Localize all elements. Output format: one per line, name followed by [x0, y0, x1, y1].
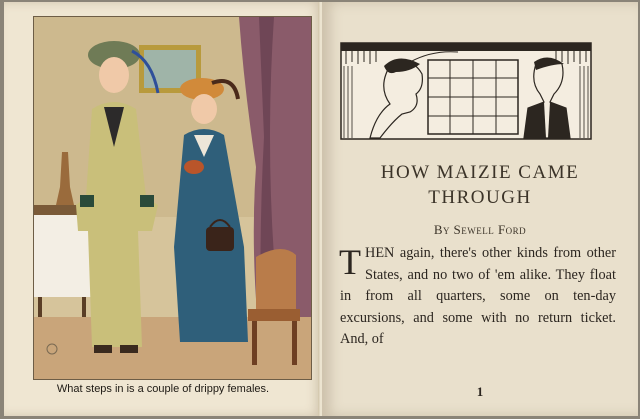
color-illustration: [33, 16, 312, 380]
line-art-headpiece: [340, 42, 592, 140]
byline-author: Sewell Ford: [453, 222, 527, 237]
drop-cap: T: [339, 242, 361, 282]
left-page: [4, 2, 322, 416]
story-title-line1: HOW MAIZIE CAME: [380, 162, 580, 183]
illustration-two-women: [34, 17, 311, 379]
right-page: [322, 2, 638, 416]
body-paragraph: HEN again, there's other kinds from other States, and no two of 'em alike. They float in from all quarters, some on ten-day excursions, and some with no return ticket. And, of: [340, 245, 616, 347]
story-title-line2: THROUGH: [428, 187, 532, 208]
byline-prefix: By: [433, 222, 450, 237]
story-body-text: [340, 243, 616, 351]
illustration-caption: What steps in is a couple of drippy females.: [56, 383, 270, 395]
page-number: 1: [476, 384, 484, 399]
byline: [322, 222, 638, 238]
